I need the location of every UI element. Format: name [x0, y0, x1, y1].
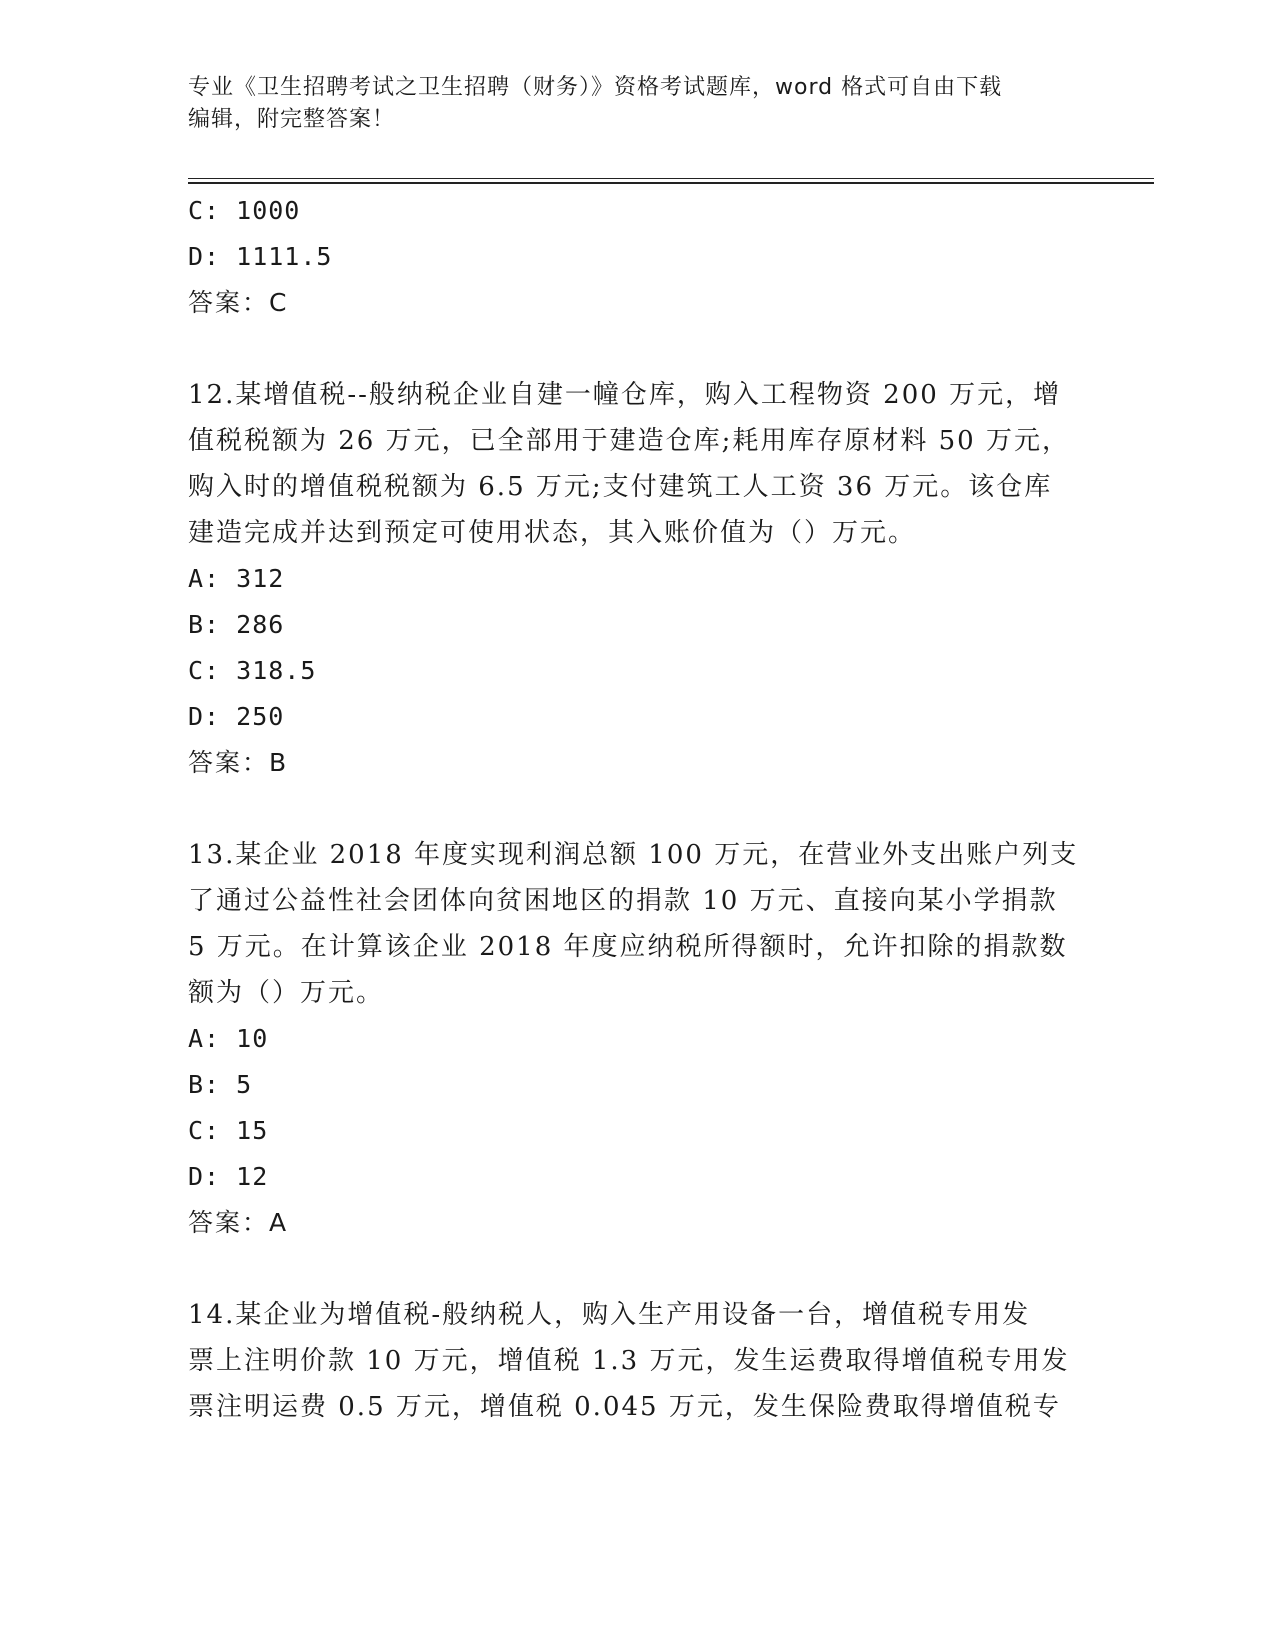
question-14-text-line: 票注明运费 0.5 万元，增值税 0.045 万元，发生保险费取得增值税专 — [188, 1392, 1061, 1422]
question-13-option-c: C: 15 — [188, 1116, 269, 1145]
prev-option-d: D: 1111.5 — [188, 242, 333, 271]
header-line-2: 编辑，附完整答案！ — [188, 107, 396, 132]
question-13-text-line: 额为（）万元。 — [188, 978, 385, 1008]
header-rule-thin — [188, 178, 1154, 179]
header-rule-thick — [188, 182, 1154, 184]
question-12-text-line: 12.某增值税--般纳税企业自建一幢仓库，购入工程物资 200 万元，增 — [188, 380, 1062, 410]
question-12-option-c: C: 318.5 — [188, 656, 317, 685]
question-13-answer: 答案：A — [188, 1208, 289, 1237]
header-line-1: 专业《卫生招聘考试之卫生招聘（财务）》资格考试题库，word 格式可自由下载 — [188, 75, 1003, 100]
question-12 — [188, 372, 1088, 786]
spacer — [188, 326, 1088, 372]
prev-answer: 答案：C — [188, 288, 289, 317]
question-13-text-line: 13.某企业 2018 年度实现利润总额 100 万元，在营业外支出账户列支 — [188, 840, 1079, 870]
question-14-text-line: 票上注明价款 10 万元，增值税 1.3 万元，发生运费取得增值税专用发 — [188, 1346, 1070, 1376]
question-14-text-line: 14.某企业为增值税-般纳税人，购入生产用设备一台，增值税专用发 — [188, 1300, 1031, 1330]
question-12-option-d: D: 250 — [188, 702, 285, 731]
prev-option-c: C: 1000 — [188, 196, 301, 225]
spacer — [188, 786, 1088, 832]
spacer — [188, 1246, 1088, 1292]
question-12-option-b: B: 286 — [188, 610, 285, 639]
question-12-option-a: A: 312 — [188, 564, 285, 593]
question-13-text-line: 5 万元。在计算该企业 2018 年度应纳税所得额时，允许扣除的捐款数 — [188, 932, 1068, 962]
question-12-text-line: 购入时的增值税税额为 6.5 万元;支付建筑工人工资 36 万元。该仓库 — [188, 472, 1053, 502]
question-12-answer: 答案：B — [188, 748, 289, 777]
document-header — [188, 72, 1088, 136]
question-12-text-line: 建造完成并达到预定可使用状态，其入账价值为（）万元。 — [188, 518, 917, 548]
question-13 — [188, 832, 1088, 1246]
question-13-option-b: B: 5 — [188, 1070, 253, 1099]
question-12-text-line: 值税税额为 26 万元，已全部用于建造仓库;耗用库存原材料 50 万元， — [188, 426, 1070, 456]
question-13-option-d: D: 12 — [188, 1162, 269, 1191]
document-body — [188, 188, 1088, 1430]
question-13-option-a: A: 10 — [188, 1024, 269, 1053]
question-13-text-line: 了通过公益性社会团体向贫困地区的捐款 10 万元、直接向某小学捐款 — [188, 886, 1058, 916]
question-14 — [188, 1292, 1088, 1430]
